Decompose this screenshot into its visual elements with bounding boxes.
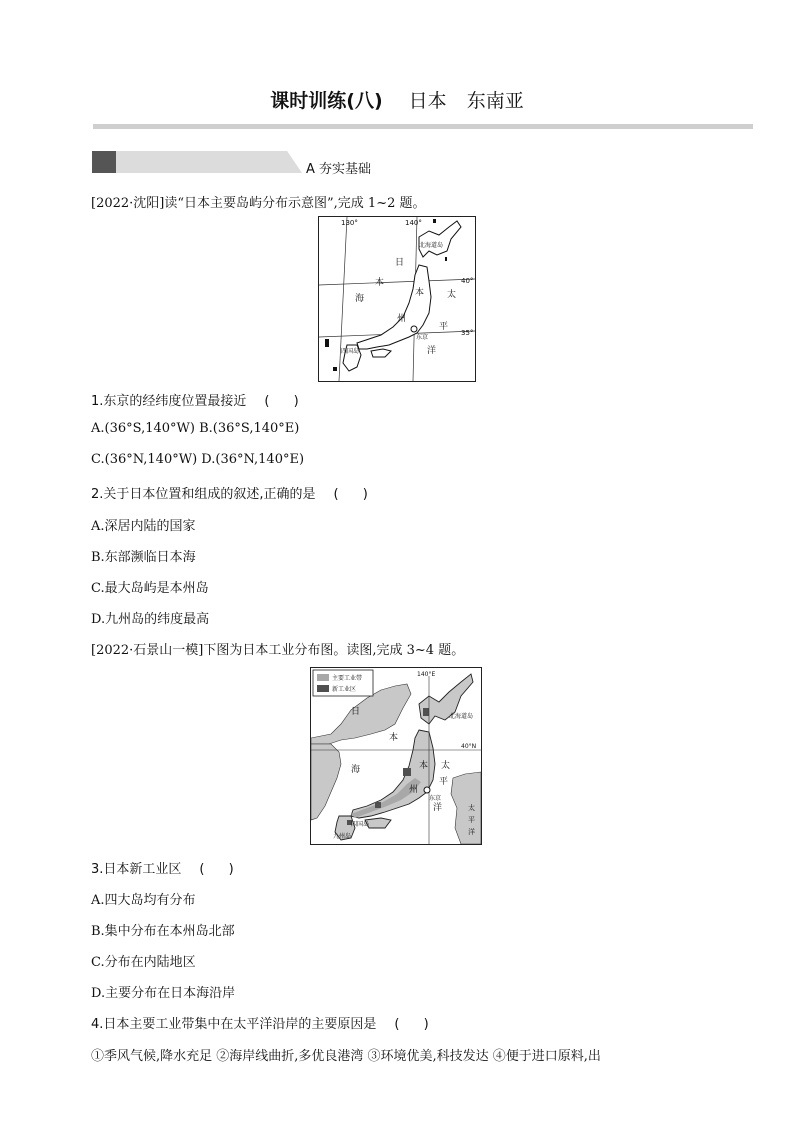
parallel-40 <box>319 279 475 285</box>
intro-1: [2022·沈阳]读“日本主要岛屿分布示意图”,完成 1~2 题。 <box>91 196 426 211</box>
label-tokyo: 东京 <box>429 795 442 802</box>
label-honshu-zhou: 州 <box>409 785 419 795</box>
label-pac-ping: 平 <box>439 322 449 332</box>
legend-swatch-belt <box>317 674 329 681</box>
label-pac-tai: 太 <box>441 761 451 771</box>
label-pac2-ping: 平 <box>468 816 475 824</box>
label-pac2-yang: 洋 <box>468 828 475 836</box>
tokyo-marker <box>411 326 417 332</box>
shikoku-island <box>371 349 391 357</box>
q4-answer-blank: ( ) <box>394 1017 439 1032</box>
island-fragment <box>325 339 329 347</box>
question-4 <box>91 1013 439 1032</box>
lat-label-40n: 40°N <box>461 743 477 750</box>
lat-label-35: 35° <box>461 329 474 337</box>
label-shikoku: 四国岛 <box>341 348 360 355</box>
tokyo-marker <box>424 787 430 793</box>
intro-2: [2022·石景山一模]下图为日本工业分布图。读图,完成 3~4 题。 <box>91 643 465 658</box>
q4-stem: 4.日本主要工业带集中在太平洋沿岸的主要原因是 <box>91 1017 377 1032</box>
q1-options-cd: C.(36°N,140°W) D.(36°N,140°E) <box>91 452 305 467</box>
label-pac-ping: 平 <box>439 777 449 787</box>
legend-swatch-new <box>317 685 329 692</box>
question-2 <box>91 483 378 502</box>
section-marker-dark <box>92 151 116 173</box>
new-industrial-zone <box>375 802 381 808</box>
lon-label-140: 140° <box>405 219 422 227</box>
q2-option-c: C.最大岛屿是本州岛 <box>91 581 209 596</box>
label-hokkaido: 北海道岛 <box>449 713 474 720</box>
label-honshu-zhou: 州 <box>397 314 407 324</box>
new-industrial-zone <box>423 708 429 716</box>
label-sea-ri: 日 <box>351 707 361 717</box>
label-pac-tai: 太 <box>447 290 457 300</box>
question-3 <box>91 858 244 877</box>
q2-option-d: D.九州岛的纬度最高 <box>91 612 210 627</box>
title-part-sea: 东南亚 <box>466 90 524 112</box>
section-marker-light <box>116 151 302 173</box>
q3-option-c: C.分布在内陆地区 <box>91 955 196 970</box>
label-shikoku: 四国岛 <box>351 821 370 828</box>
q4-choices: ①季风气候,降水充足 ②海岸线曲折,多优良港湾 ③环境优美,科技发达 ④便于进口原料,出 <box>91 1049 601 1064</box>
q3-stem: 3.日本新工业区 <box>91 862 182 877</box>
label-hokkaido: 北海道岛 <box>419 242 444 249</box>
island-fragment <box>433 219 436 223</box>
lat-label-40: 40° <box>461 277 474 285</box>
title-divider <box>93 124 753 129</box>
section-label: A 夯实基础 <box>306 162 372 177</box>
q2-option-a: A.深居内陆的国家 <box>91 519 196 534</box>
q3-option-a: A.四大岛均有分布 <box>91 893 196 908</box>
map-japan-industry <box>310 667 482 845</box>
q2-stem: 2.关于日本位置和组成的叙述,正确的是 <box>91 487 316 502</box>
page-title <box>0 86 794 113</box>
label-sea-ben: 本 <box>375 278 385 288</box>
label-honshu-ben: 本 <box>415 288 425 298</box>
legend-label-new: 新工业区 <box>332 686 357 693</box>
q2-answer-blank: ( ) <box>333 487 378 502</box>
title-part-japan: 日本 <box>408 90 447 112</box>
q1-options-ab: A.(36°S,140°W) B.(36°S,140°E) <box>91 421 300 436</box>
label-sea-ri: 日 <box>395 258 405 268</box>
new-industrial-zone <box>403 768 411 776</box>
label-pac-yang: 洋 <box>433 803 443 813</box>
title-main: 课时训练(八) <box>270 90 383 112</box>
legend-label-belt: 主要工业带 <box>332 675 363 682</box>
label-honshu-ben: 本 <box>419 761 429 771</box>
map-japan-islands <box>318 216 476 382</box>
question-1 <box>91 390 309 409</box>
label-kyushu: 九州岛 <box>333 833 352 840</box>
label-pac-yang: 洋 <box>427 346 437 356</box>
label-sea-ben: 本 <box>389 733 399 743</box>
q3-option-b: B.集中分布在本州岛北部 <box>91 924 235 939</box>
q1-answer-blank: ( ) <box>264 394 309 409</box>
hokkaido-island <box>419 221 461 257</box>
label-sea-hai: 海 <box>355 294 365 304</box>
q3-option-d: D.主要分布在日本海沿岸 <box>91 986 236 1001</box>
label-tokyo: 东京 <box>416 334 429 341</box>
q1-stem: 1.东京的经纬度位置最接近 <box>91 394 247 409</box>
island-fragment <box>445 257 447 261</box>
label-pac2-tai: 太 <box>468 804 475 812</box>
lon-label-140e: 140°E <box>417 671 436 678</box>
q2-option-b: B.东部濒临日本海 <box>91 550 196 565</box>
lon-label-130: 130° <box>341 219 358 227</box>
q3-answer-blank: ( ) <box>199 862 244 877</box>
island-fragment <box>333 367 337 371</box>
label-sea-hai: 海 <box>351 765 361 775</box>
section-header <box>92 151 392 177</box>
